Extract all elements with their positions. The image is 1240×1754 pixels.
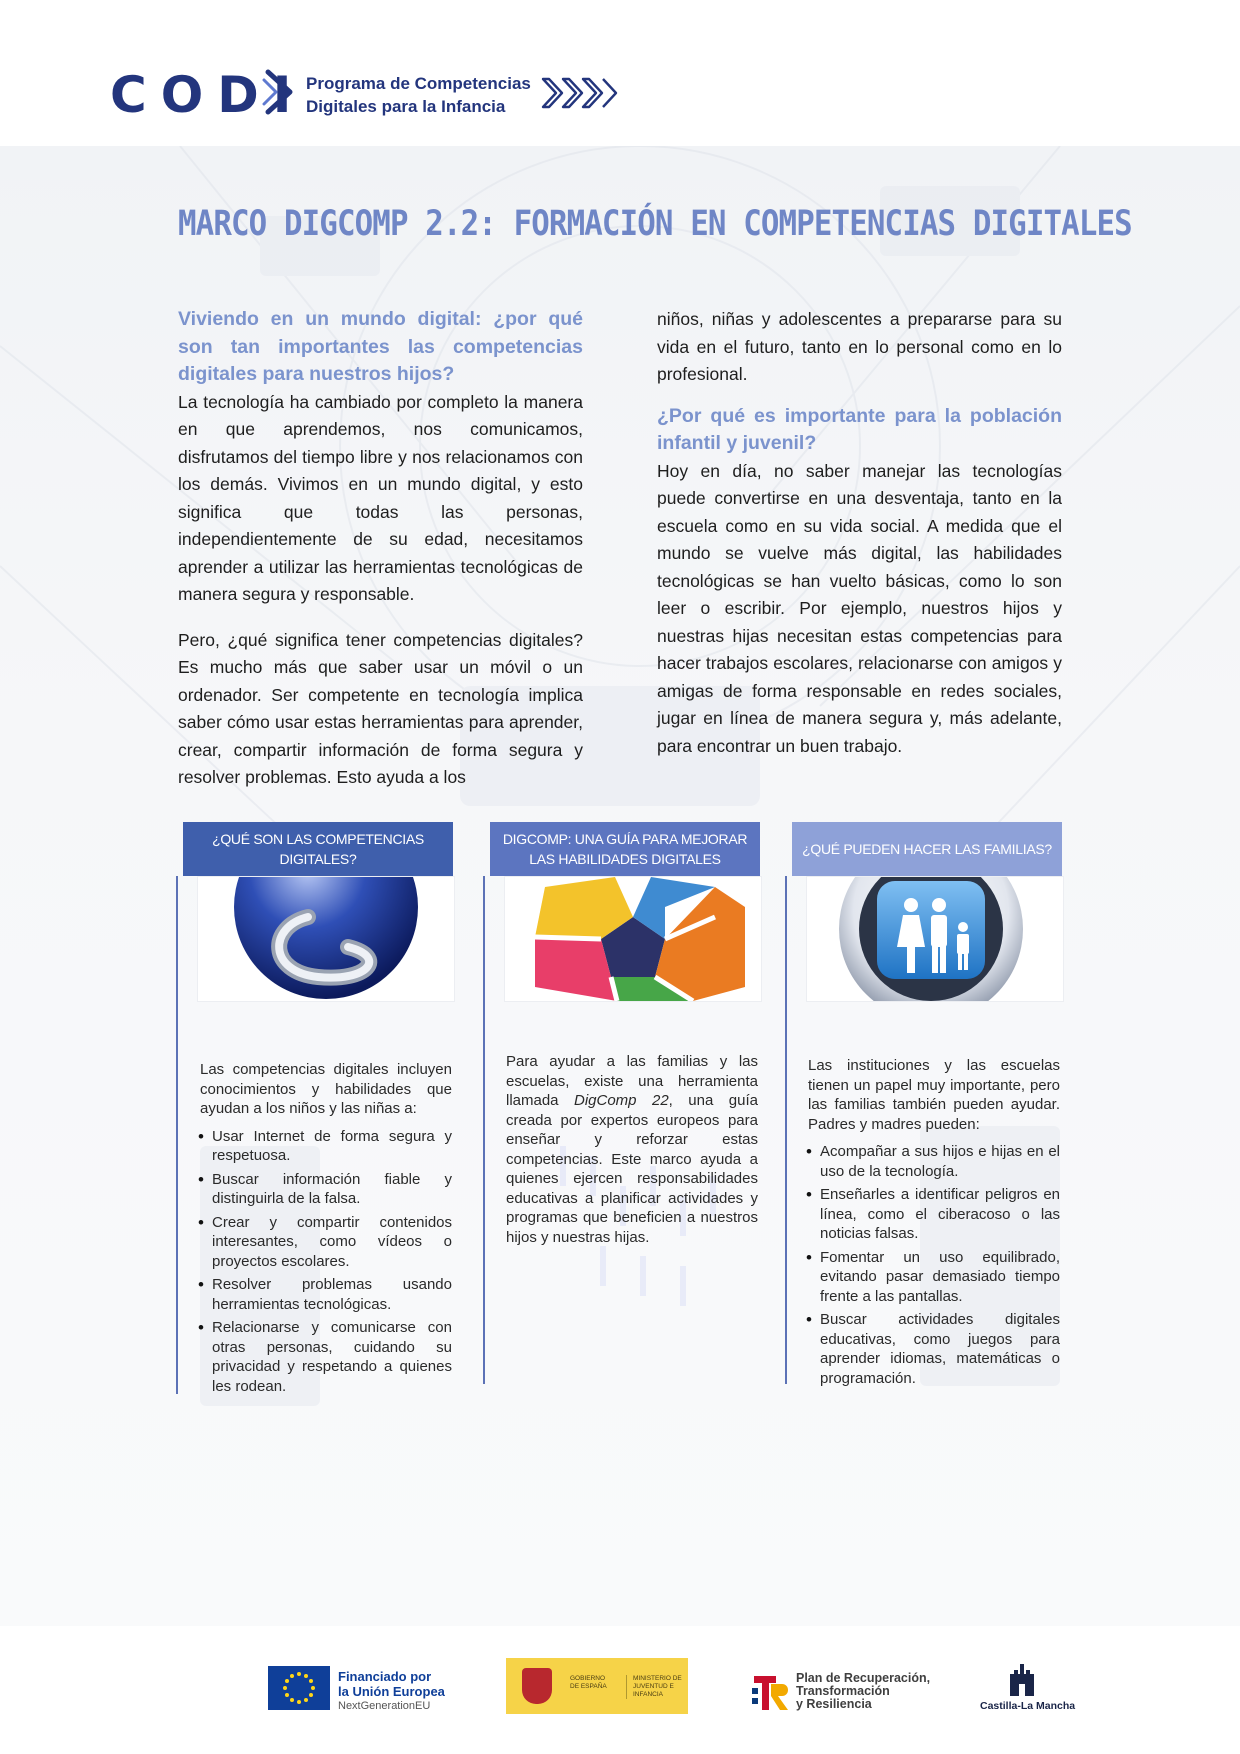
program-subtitle bbox=[306, 72, 531, 118]
box-2-intro-b: , una guía creada por expertos europeos para enseñar y reforzar estas competencias. Este marco ayuda a quienes ejercen responsabilidades educativas a planificar actividades y programas que beneficien a nuestros hijos y nuestras hijas. bbox=[506, 1092, 758, 1246]
eu-line-1: Financiado por bbox=[338, 1669, 432, 1684]
box-3-rule bbox=[785, 876, 787, 1384]
globe-icon bbox=[198, 877, 454, 1001]
left-heading: Viviendo en un mundo digital: ¿por qué son tan importantes las competencias digitales para nuestros hijos? bbox=[178, 308, 583, 385]
box-2-header: DIGCOMP: UNA GUÍA PARA MEJORAR LAS HABILIDADES DIGITALES bbox=[490, 822, 760, 876]
box-1-list bbox=[200, 1127, 452, 1397]
page-title: MARCO DIGCOMP 2.2: FORMACIÓN EN COMPETENCIAS DIGITALES bbox=[178, 204, 1132, 244]
ministerio-label: MINISTERIO DE JUVENTUD E INFANCIA bbox=[626, 1675, 688, 1699]
prtr-logo-icon bbox=[750, 1674, 792, 1712]
castle-icon bbox=[1007, 1662, 1037, 1696]
page-header bbox=[0, 0, 1240, 146]
right-heading: ¿Por qué es importante para la población infantil y juvenil? bbox=[657, 404, 1062, 454]
program-subtitle-line1: Programa de Competencias bbox=[306, 74, 531, 93]
list-item: • Acompañar a sus hijos e hijas en el uso de la tecnología. bbox=[808, 1142, 1060, 1181]
eu-line-2: la Unión Europea bbox=[338, 1684, 445, 1699]
box-2-text bbox=[506, 1052, 758, 1255]
box-3-header: ¿QUÉ PUEDEN HACER LAS FAMILIAS? bbox=[792, 822, 1062, 876]
list-item: • Relacionarse y comunicarse con otras personas, cuidando su privacidad y respetando a quienes les rodean. bbox=[200, 1318, 452, 1396]
list-item: • Buscar actividades digitales educativas, como juegos para aprender idiomas, matemáticas o programación. bbox=[808, 1310, 1060, 1388]
plan-line-2: Transformación bbox=[796, 1684, 890, 1698]
box-3-list bbox=[808, 1142, 1060, 1388]
gobierno-espana-logo bbox=[506, 1658, 688, 1714]
right-text-column bbox=[657, 306, 1062, 778]
eu-flag-icon bbox=[268, 1666, 330, 1710]
coat-of-arms-icon bbox=[522, 1668, 552, 1704]
left-text-column bbox=[178, 306, 583, 792]
list-item: • Crear y compartir contenidos interesantes, como vídeos o proyectos escolares. bbox=[200, 1213, 452, 1272]
box-2-rule bbox=[483, 876, 485, 1384]
program-subtitle-line2: Digitales para la Infancia bbox=[306, 97, 506, 116]
list-item: • Usar Internet de forma segura y respetuosa. bbox=[200, 1127, 452, 1166]
eu-line-3: NextGenerationEU bbox=[338, 1700, 431, 1712]
list-item: • Fomentar un uso equilibrado, evitando pasar demasiado tiempo frente a las pantallas. bbox=[808, 1248, 1060, 1307]
family-icon bbox=[807, 877, 1063, 1001]
plan-line-1: Plan de Recuperación, bbox=[796, 1671, 931, 1685]
plan-recuperacion-label bbox=[796, 1672, 930, 1711]
box-1-header: ¿QUÉ SON LAS COMPETENCIAS DIGITALES? bbox=[183, 822, 453, 876]
codi-logo: CODI bbox=[110, 66, 306, 124]
gobierno-label: GOBIERNO DE ESPAÑA bbox=[570, 1675, 607, 1690]
digcomp-name: DigComp 22 bbox=[574, 1092, 669, 1109]
right-paragraph-2: Hoy en día, no saber manejar las tecnologías puede convertirse en una desventaja, tanto en la escuela como en su vida social. A medida que el mundo se vuelve más digital, las habilidades tecnológicas se han vuelto básicas, como lo son leer o escribir. Por ejemplo, nuestros hijos y nuestras hijas necesitan estas competencias para hacer trabajos escolares, relacionarse con amigos y amigas de forma responsable en redes sociales, jugar en línea de manera segura y, más adelante, para encontrar un buen trabajo. bbox=[657, 460, 1062, 756]
castilla-la-mancha-logo bbox=[980, 1662, 1076, 1712]
box-3-text bbox=[808, 1056, 1060, 1392]
left-paragraph-1: La tecnología ha cambiado por completo la manera en que aprendemos, nos comunicamos, disfrutamos del tiempo libre y nos relacionamos con los demás. Vivimos en un mundo digital, y esto significa que todas las personas, independientemente de su edad, necesitamos aprender a utilizar las herramientas tecnológicas de manera segura y responsable. bbox=[178, 391, 583, 604]
clm-label: Castilla-La Mancha bbox=[980, 1700, 1076, 1712]
right-paragraph-1: niños, niñas y adolescentes a prepararse para su vida en el futuro, tanto en lo personal como en lo profesional. bbox=[657, 309, 1062, 384]
list-item: • Buscar información fiable y distinguirla de la falsa. bbox=[200, 1170, 452, 1209]
box-1-intro: Las competencias digitales incluyen conocimientos y habilidades que ayudan a los niños y las niñas a: bbox=[200, 1061, 452, 1117]
eu-funding-label bbox=[338, 1669, 445, 1714]
box-2-intro-a: Para ayudar a las familias y las escuelas, existe una herramienta llamada bbox=[506, 1053, 758, 1109]
box-1-rule bbox=[176, 876, 178, 1394]
box-3-image bbox=[806, 876, 1064, 1002]
box-3-intro: Las instituciones y las escuelas tienen un papel muy importante, pero las familias también pueden ayudar. Padres y madres pueden: bbox=[808, 1057, 1060, 1133]
list-item: • Enseñarles a identificar peligros en línea, como el ciberacoso o las noticias falsas. bbox=[808, 1185, 1060, 1244]
list-item: • Resolver problemas usando herramientas tecnológicas. bbox=[200, 1275, 452, 1314]
box-1-text bbox=[200, 1060, 452, 1400]
left-paragraph-2: Pero, ¿qué significa tener competencias digitales? Es mucho más que saber usar un móvil o un ordenador. Ser competente en tecnología implica saber cómo usar estas herramientas para aprender, crear, compartir información de forma segura y resolver problemas. Esto ayuda a los bbox=[178, 629, 583, 787]
box-2-intro bbox=[506, 1052, 758, 1247]
digcomp-wheel-icon bbox=[505, 877, 761, 1001]
box-1-image bbox=[197, 876, 455, 1002]
arrows-icon bbox=[540, 76, 622, 110]
codi-chevron-icon bbox=[262, 68, 296, 116]
plan-line-3: y Resiliencia bbox=[796, 1697, 872, 1711]
box-2-image bbox=[504, 876, 762, 1002]
